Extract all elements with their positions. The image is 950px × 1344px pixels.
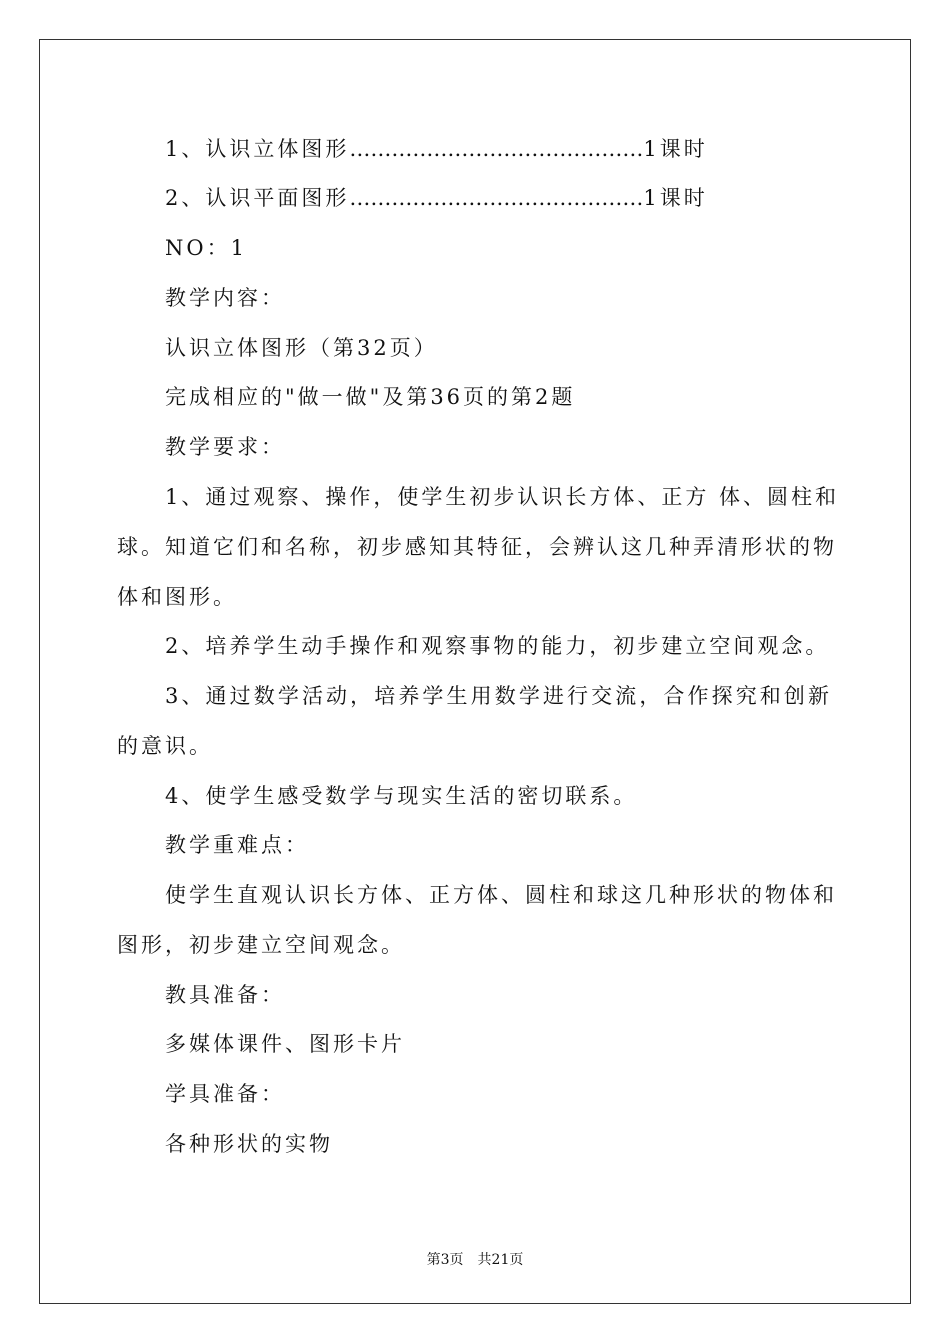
lesson-number: NO：1 xyxy=(165,236,247,260)
requirement-1-line-2: 球。知道它们和名称，初步感知其特征，会辨认这几种弄清形状的物 xyxy=(117,535,837,559)
teacher-tools-heading: 教具准备： xyxy=(165,983,285,1007)
requirement-1-line-3: 体和图形。 xyxy=(117,585,237,609)
toc-item-2 xyxy=(165,188,725,209)
requirements-heading: 教学要求： xyxy=(165,435,285,459)
requirement-2: 2、培养学生动手操作和观察事物的能力，初步建立空间观念。 xyxy=(165,634,830,658)
requirement-3-line-2: 的意识。 xyxy=(117,734,213,758)
key-points-line-2: 图形，初步建立空间观念。 xyxy=(117,933,405,957)
content-heading: 教学内容： xyxy=(165,286,285,310)
toc-leader-dots: …………………………………… xyxy=(349,137,644,161)
key-points-line-1: 使学生直观认识长方体、正方体、圆柱和球这几种形状的物体和 xyxy=(165,883,837,907)
page-footer: 第3页 共21页 xyxy=(426,1252,524,1268)
content-line: 认识立体图形（第32页） xyxy=(165,336,438,360)
student-tools: 各种形状的实物 xyxy=(165,1132,333,1156)
toc-label: 2、认识平面图形 xyxy=(165,186,350,210)
toc-hours: 1课时 xyxy=(643,137,708,161)
page-border xyxy=(39,39,911,1304)
requirement-4: 4、使学生感受数学与现实生活的密切联系。 xyxy=(165,784,638,808)
requirement-3-line-1: 3、通过数学活动，培养学生用数学进行交流，合作探究和创新 xyxy=(165,684,832,708)
toc-hours: 1课时 xyxy=(643,186,708,210)
toc-item-1 xyxy=(165,139,725,160)
content-line: 完成相应的"做一做"及第36页的第2题 xyxy=(165,385,576,409)
teacher-tools: 多媒体课件、图形卡片 xyxy=(165,1032,405,1056)
toc-leader-dots: …………………………………… xyxy=(349,186,644,210)
key-points-heading: 教学重难点： xyxy=(165,833,309,857)
student-tools-heading: 学具准备： xyxy=(165,1082,285,1106)
toc-label: 1、认识立体图形 xyxy=(165,137,350,161)
requirement-1-line-1: 1、通过观察、操作，使学生初步认识长方体、正方 体、圆柱和 xyxy=(165,485,840,509)
